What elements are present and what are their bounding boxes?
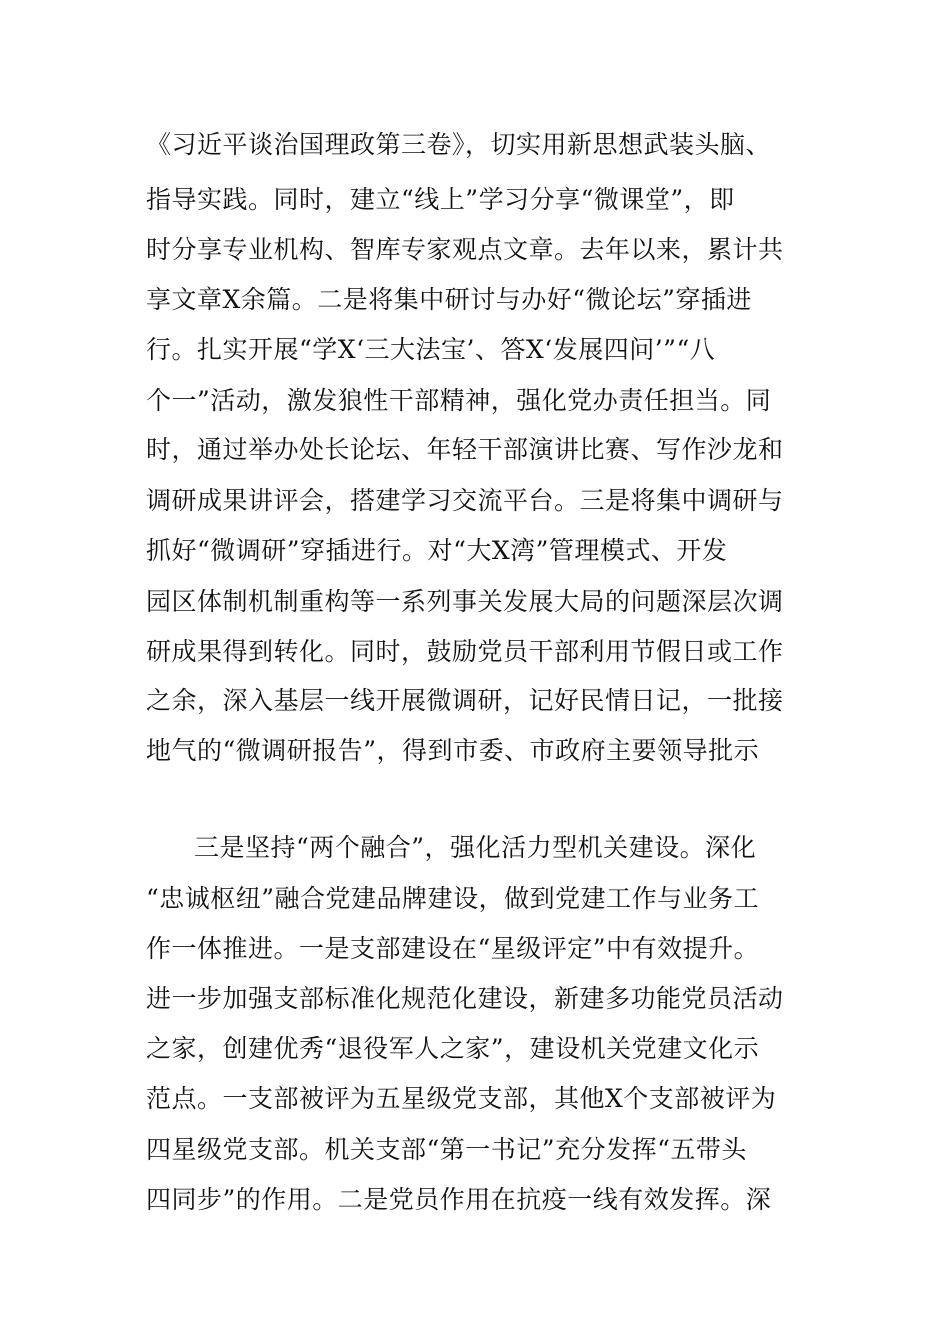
paragraph-one-line-8: 调研成果讲评会，搭建学习交流平台。三是将集中调研与 [146,486,784,515]
paragraph-one-line-12: 之余，深入基层一线开展微调研，记好民情日记，一批接 [146,686,784,715]
paragraph-two-line-5: 之家，创建优秀“退役军人之家”，建设机关党建文化示 [146,1034,760,1063]
paragraph-two-line-2: “忠诚枢纽”融合党建品牌建设，做到党建工作与业务工 [146,884,760,913]
paragraph-one-line-6: 个一”活动，激发狼性干部精神，强化党办责任担当。同 [146,386,772,415]
paragraph-one-line-11: 研成果得到转化。同时，鼓励党员干部利用节假日或工作 [146,637,784,666]
paragraph-two-line-6: 范点。一支部被评为五星级党支部，其他X个支部被评为 [146,1084,777,1113]
paragraph-one-line-1: 《习近平谈治国理政第三卷》，切实用新思想武装头脑、 [146,130,772,159]
paragraph-one-line-5: 行。扎实开展“学X‘三大法宝’、答X‘发展四问’”“八 [146,335,716,364]
paragraph-one-line-4: 享文章X余篇。二是将集中研讨与办好“微论坛”穿插进 [146,285,752,314]
paragraph-one-line-2: 指导实践。同时，建立“线上”学习分享“微课堂”，即 [146,185,735,214]
paragraph-one-line-9: 抓好“微调研”穿插进行。对“大X湾”管理模式、开发 [146,536,728,565]
paragraph-two-line-4: 进一步加强支部标准化规范化建设，新建多功能党员活动 [146,984,784,1013]
paragraph-one-line-10: 园区体制机制重构等一系列事关发展大局的问题深层次调 [146,587,784,616]
paragraph-one-line-3: 时分享专业机构、智库专家观点文章。去年以来，累计共 [146,235,784,264]
paragraph-one-line-7: 时，通过举办处长论坛、年轻干部演讲比赛、写作沙龙和 [146,435,784,464]
paragraph-two-line-7: 四星级党支部。机关支部“第一书记”充分发挥“五带头 [146,1135,747,1164]
paragraph-two-line-3: 作一体推进。一是支部建设在“星级评定”中有效提升。 [146,934,760,963]
paragraph-two-line-8: 四同步”的作用。二是党员作用在抗疫一线有效发挥。深 [146,1185,772,1214]
paragraph-two-line-1: 三是坚持“两个融合”，强化活力型机关建设。深化 [194,833,757,862]
paragraph-one-line-13: 地气的“微调研报告”，得到市委、市政府主要领导批示 [146,736,760,765]
